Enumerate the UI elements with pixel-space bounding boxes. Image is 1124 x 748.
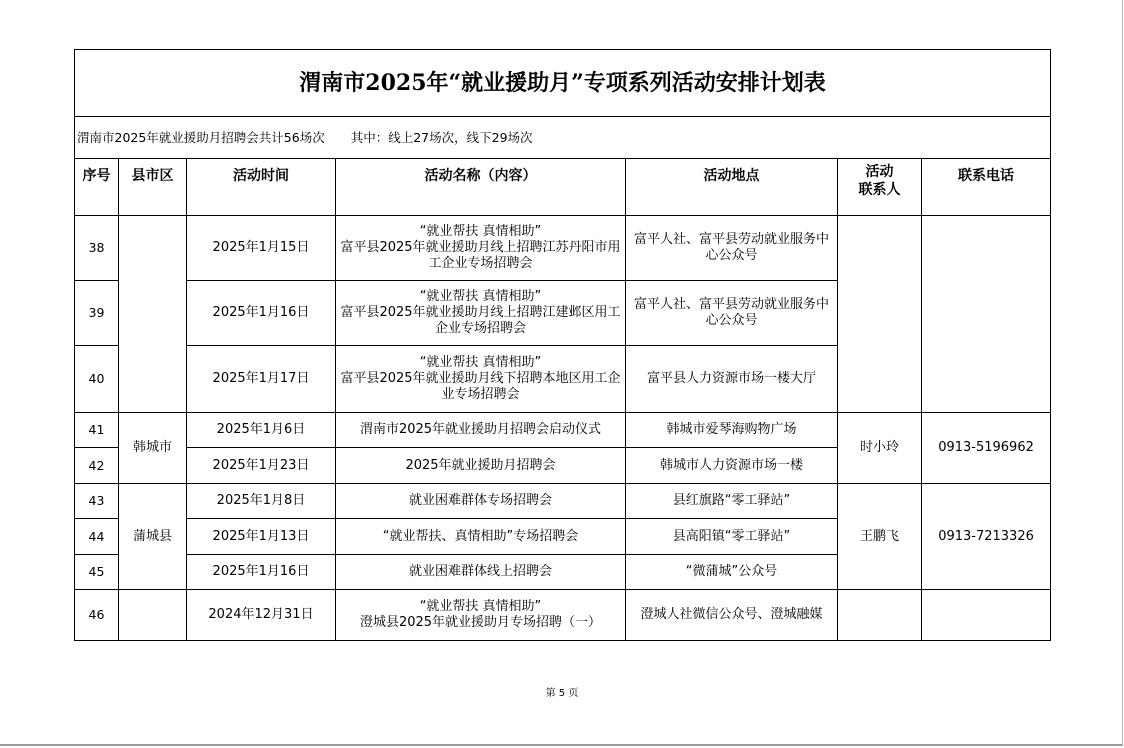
- cell-time: 2025年1月16日: [187, 281, 336, 346]
- header-contact-line2: 联系人: [858, 182, 901, 198]
- header-name: 活动名称（内容）: [336, 159, 626, 216]
- summary-line: [75, 117, 1051, 159]
- cell-location: 富平人社、富平县劳动就业服务中心公众号: [626, 216, 838, 281]
- cell-name-line1: “就业帮扶 真情相助”: [419, 289, 542, 304]
- cell-contact-chengcheng: [838, 590, 922, 641]
- cell-contact-pucheng: 王鹏飞: [838, 484, 922, 590]
- cell-phone-hancheng: 0913-5196962: [922, 413, 1051, 484]
- cell-time: 2025年1月8日: [187, 484, 336, 519]
- cell-name: [336, 281, 626, 346]
- summary-total: 渭南市2025年就业援助月招聘会共计56场次: [77, 129, 325, 145]
- cell-time: 2025年1月16日: [187, 555, 336, 590]
- cell-contact-fuping: [838, 216, 922, 413]
- cell-seq: 45: [75, 555, 119, 590]
- cell-name: 就业困难群体线上招聘会: [336, 555, 626, 590]
- cell-name-line1: “就业帮扶 真情相助”: [419, 224, 542, 239]
- header-contact: [838, 159, 922, 216]
- cell-seq: 46: [75, 590, 119, 641]
- page-title: 渭南市2025年“就业援助月”专项系列活动安排计划表: [75, 50, 1051, 117]
- cell-name: 2025年就业援助月招聘会: [336, 448, 626, 484]
- summary-breakdown: 其中：线上27场次，线下29场次: [350, 129, 533, 145]
- cell-name-line1: “就业帮扶 真情相助”: [419, 599, 542, 614]
- cell-time: 2025年1月15日: [187, 216, 336, 281]
- cell-name: 渭南市2025年就业援助月招聘会启动仪式: [336, 413, 626, 448]
- spreadsheet-table: [74, 49, 1050, 634]
- cell-name: [336, 216, 626, 281]
- cell-name: “就业帮扶、真情相助”专场招聘会: [336, 519, 626, 555]
- cell-location: 富平县人力资源市场一楼大厅: [626, 346, 838, 413]
- cell-name-line2: 澄城县2025年就业援助月专场招聘（一）: [359, 615, 602, 630]
- cell-time: 2025年1月6日: [187, 413, 336, 448]
- cell-county-chengcheng: [119, 590, 187, 641]
- cell-seq: 44: [75, 519, 119, 555]
- cell-time: 2025年1月13日: [187, 519, 336, 555]
- activity-table: [74, 49, 1051, 641]
- cell-name: [336, 346, 626, 413]
- header-location: 活动地点: [626, 159, 838, 216]
- header-row: [75, 159, 1051, 216]
- cell-phone-chengcheng: [922, 590, 1051, 641]
- header-contact-line1: 活动: [865, 164, 894, 180]
- cell-name-line2: 富平县2025年就业援助月线上招聘江建邺区用工企业专场招聘会: [340, 305, 621, 336]
- cell-county-hancheng: 韩城市: [119, 413, 187, 484]
- cell-phone-fuping: [922, 216, 1051, 413]
- header-phone: 联系电话: [922, 159, 1051, 216]
- cell-time: 2025年1月23日: [187, 448, 336, 484]
- table-row: [75, 216, 1051, 281]
- page-number: 第 5 页: [545, 688, 579, 699]
- cell-location: “微蒲城”公众号: [626, 555, 838, 590]
- cell-location: 韩城市爱琴海购物广场: [626, 413, 838, 448]
- cell-name-line2: 富平县2025年就业援助月线上招聘江苏丹阳市用工企业专场招聘会: [340, 240, 621, 271]
- cell-phone-pucheng: 0913-7213326: [922, 484, 1051, 590]
- cell-location: 韩城市人力资源市场一楼: [626, 448, 838, 484]
- cell-county-fuping: [119, 216, 187, 413]
- cell-location: 县高阳镇“零工驿站”: [626, 519, 838, 555]
- cell-time: 2025年1月17日: [187, 346, 336, 413]
- cell-location: 县红旗路“零工驿站”: [626, 484, 838, 519]
- cell-seq: 40: [75, 346, 119, 413]
- table-row: [75, 413, 1051, 448]
- cell-time: 2024年12月31日: [187, 590, 336, 641]
- header-county: 县市区: [119, 159, 187, 216]
- cell-seq: 39: [75, 281, 119, 346]
- header-time: 活动时间: [187, 159, 336, 216]
- table-row: [75, 590, 1051, 641]
- cell-county-pucheng: 蒲城县: [119, 484, 187, 590]
- cell-seq: 41: [75, 413, 119, 448]
- cell-contact-hancheng: 时小玲: [838, 413, 922, 484]
- cell-name: 就业困难群体专场招聘会: [336, 484, 626, 519]
- cell-location: 澄城人社微信公众号、澄城融媒: [626, 590, 838, 641]
- cell-location: 富平人社、富平县劳动就业服务中心公众号: [626, 281, 838, 346]
- cell-seq: 38: [75, 216, 119, 281]
- cell-seq: 42: [75, 448, 119, 484]
- header-seq: 序号: [75, 159, 119, 216]
- table-row: [75, 484, 1051, 519]
- cell-name-line2: 富平县2025年就业援助月线下招聘本地区用工企业专场招聘会: [340, 371, 621, 402]
- cell-name: [336, 590, 626, 641]
- cell-seq: 43: [75, 484, 119, 519]
- cell-name-line1: “就业帮扶 真情相助”: [419, 355, 542, 370]
